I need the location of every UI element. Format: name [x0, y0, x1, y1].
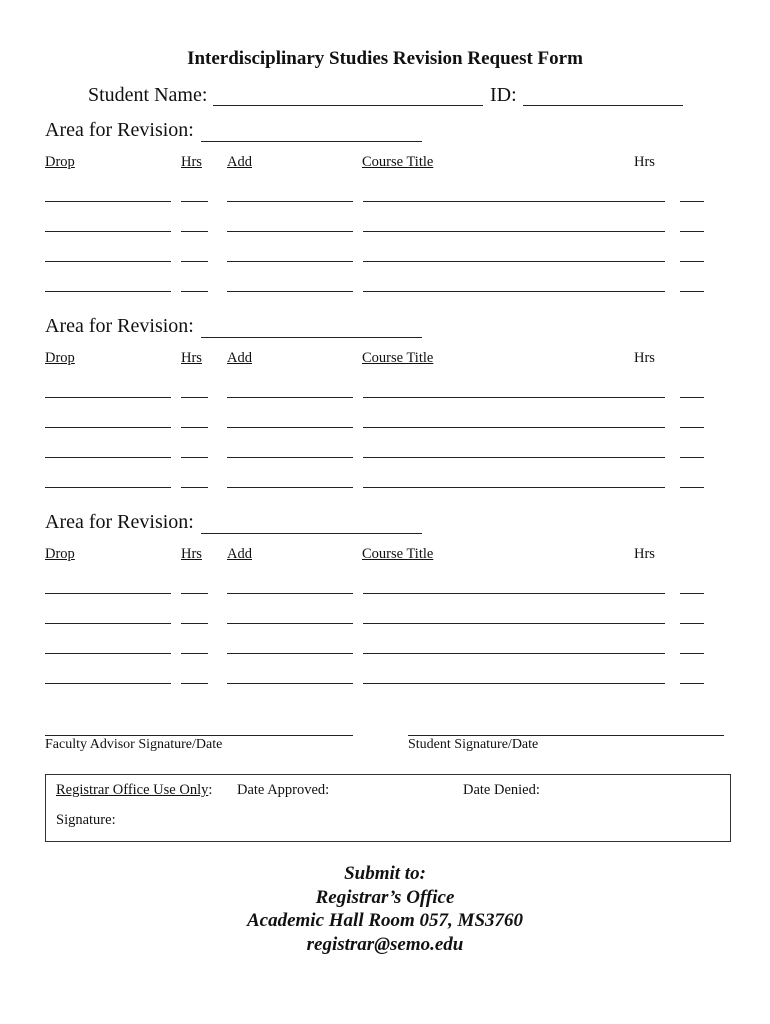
add-course-field[interactable] [227, 397, 353, 398]
student-name-field[interactable] [213, 105, 483, 106]
add-course-field[interactable] [227, 623, 353, 624]
add-course-field[interactable] [227, 201, 353, 202]
col-hrs-2: Hrs [634, 350, 655, 366]
course-title-field[interactable] [363, 201, 665, 202]
drop-hrs-field[interactable] [181, 487, 208, 488]
drop-hrs-field[interactable] [181, 231, 208, 232]
student-signature-label: Student Signature/Date [408, 737, 539, 752]
add-hrs-field[interactable] [680, 457, 704, 458]
add-hrs-field[interactable] [680, 261, 704, 262]
add-hrs-field[interactable] [680, 683, 704, 684]
drop-hrs-field[interactable] [181, 397, 208, 398]
course-title-field[interactable] [363, 487, 665, 488]
submit-office: Registrar’s Office [315, 887, 455, 908]
course-title-field[interactable] [363, 427, 665, 428]
add-hrs-field[interactable] [680, 291, 704, 292]
course-title-field[interactable] [363, 231, 665, 232]
add-course-field[interactable] [227, 231, 353, 232]
add-hrs-field[interactable] [680, 623, 704, 624]
add-hrs-field[interactable] [680, 593, 704, 594]
add-hrs-field[interactable] [680, 231, 704, 232]
faculty-signature-line[interactable] [45, 735, 353, 736]
drop-course-field[interactable] [45, 487, 171, 488]
col-drop: Drop [45, 546, 75, 562]
submit-email[interactable]: registrar@semo.edu [306, 934, 464, 955]
faculty-signature-label: Faculty Advisor Signature/Date [45, 737, 223, 752]
course-title-field[interactable] [363, 261, 665, 262]
col-add: Add [227, 154, 252, 170]
col-add: Add [227, 350, 252, 366]
course-title-field[interactable] [363, 653, 665, 654]
add-hrs-field[interactable] [680, 427, 704, 428]
col-course-title: Course Title [362, 546, 434, 562]
drop-hrs-field[interactable] [181, 683, 208, 684]
area-for-revision-label: Area for Revision: [45, 511, 194, 533]
drop-course-field[interactable] [45, 427, 171, 428]
add-hrs-field[interactable] [680, 487, 704, 488]
date-approved-label: Date Approved: [237, 782, 330, 798]
add-hrs-field[interactable] [680, 201, 704, 202]
drop-hrs-field[interactable] [181, 593, 208, 594]
course-title-field[interactable] [363, 291, 665, 292]
drop-course-field[interactable] [45, 457, 171, 458]
drop-course-field[interactable] [45, 201, 171, 202]
drop-course-field[interactable] [45, 261, 171, 262]
course-title-field[interactable] [363, 457, 665, 458]
add-course-field[interactable] [227, 457, 353, 458]
drop-hrs-field[interactable] [181, 261, 208, 262]
col-hrs: Hrs [181, 546, 202, 562]
drop-hrs-field[interactable] [181, 457, 208, 458]
add-course-field[interactable] [227, 291, 353, 292]
area-for-revision-label: Area for Revision: [45, 315, 194, 337]
area-for-revision-field[interactable] [201, 533, 422, 534]
area-for-revision-field[interactable] [201, 141, 422, 142]
drop-course-field[interactable] [45, 291, 171, 292]
drop-hrs-field[interactable] [181, 653, 208, 654]
course-title-field[interactable] [363, 683, 665, 684]
add-course-field[interactable] [227, 427, 353, 428]
drop-course-field[interactable] [45, 397, 171, 398]
student-signature-line[interactable] [408, 735, 724, 736]
drop-course-field[interactable] [45, 653, 171, 654]
drop-hrs-field[interactable] [181, 623, 208, 624]
add-course-field[interactable] [227, 683, 353, 684]
add-course-field[interactable] [227, 261, 353, 262]
add-hrs-field[interactable] [680, 653, 704, 654]
student-name-label: Student Name: [88, 84, 208, 106]
col-hrs: Hrs [181, 154, 202, 170]
registrar-signature-label: Signature: [56, 812, 116, 828]
drop-course-field[interactable] [45, 593, 171, 594]
drop-hrs-field[interactable] [181, 291, 208, 292]
col-hrs-2: Hrs [634, 546, 655, 562]
add-course-field[interactable] [227, 487, 353, 488]
drop-hrs-field[interactable] [181, 201, 208, 202]
col-add: Add [227, 546, 252, 562]
registrar-use-only-label: Registrar Office Use Only [56, 782, 209, 798]
area-for-revision-label: Area for Revision: [45, 119, 194, 141]
col-hrs-2: Hrs [634, 154, 655, 170]
form-title: Interdisciplinary Studies Revision Request Form [187, 48, 583, 69]
id-field[interactable] [523, 105, 683, 106]
drop-hrs-field[interactable] [181, 427, 208, 428]
col-course-title: Course Title [362, 154, 434, 170]
col-hrs: Hrs [181, 350, 202, 366]
drop-course-field[interactable] [45, 683, 171, 684]
add-course-field[interactable] [227, 653, 353, 654]
submit-address: Academic Hall Room 057, MS3760 [246, 910, 524, 931]
registrar-colon: : [208, 782, 213, 798]
submit-to-heading: Submit to: [344, 863, 426, 884]
date-denied-label: Date Denied: [463, 782, 540, 798]
course-title-field[interactable] [363, 593, 665, 594]
add-course-field[interactable] [227, 593, 353, 594]
registrar-box [45, 774, 731, 842]
col-course-title: Course Title [362, 350, 434, 366]
col-drop: Drop [45, 154, 75, 170]
drop-course-field[interactable] [45, 231, 171, 232]
id-label: ID: [490, 84, 517, 106]
col-drop: Drop [45, 350, 75, 366]
course-title-field[interactable] [363, 397, 665, 398]
course-title-field[interactable] [363, 623, 665, 624]
area-for-revision-field[interactable] [201, 337, 422, 338]
drop-course-field[interactable] [45, 623, 171, 624]
add-hrs-field[interactable] [680, 397, 704, 398]
